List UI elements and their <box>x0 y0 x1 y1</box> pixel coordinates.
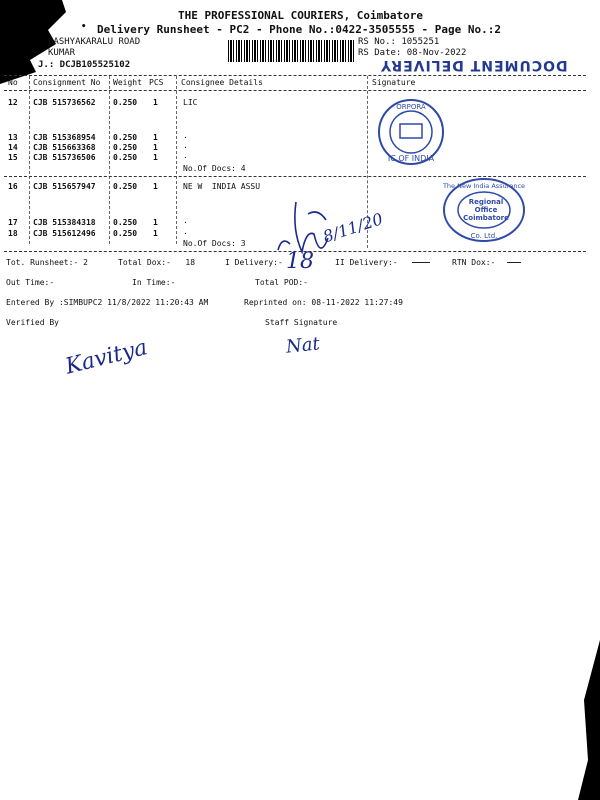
row-weight: 0.250 <box>113 218 138 227</box>
row-consignment: CJB 515368954 <box>33 133 96 142</box>
col-separator <box>29 76 30 244</box>
col-header-consignee: Consignee Details <box>181 78 263 87</box>
row-details: . <box>183 131 188 140</box>
svg-text:Office: Office <box>474 206 498 214</box>
document-delivery-stamp: DOCUMENT DELIVERY <box>380 57 568 73</box>
col-separator <box>176 76 177 244</box>
row-details: . <box>183 227 188 236</box>
row-weight: 0.250 <box>113 133 138 142</box>
group-docs-count: No.Of Docs: 4 <box>183 164 246 173</box>
address-line: BASHYAKARALU ROAD <box>48 37 141 47</box>
row-consignment: CJB 515612496 <box>33 229 96 238</box>
svg-text:Regional: Regional <box>468 198 504 206</box>
row-pcs: 1 <box>153 182 158 191</box>
col-header-consignment: Consignment No <box>33 78 101 87</box>
entered-by: Entered By :SIMBUPC2 11/8/2022 11:20:43 AM <box>6 298 209 307</box>
row-weight: 0.250 <box>113 229 138 238</box>
svg-text:The New India Assurance: The New India Assurance <box>442 182 526 190</box>
lic-stamp <box>376 96 446 168</box>
row-weight: 0.250 <box>113 153 138 162</box>
row-no: 12 <box>8 98 18 107</box>
row-details: NE W INDIA ASSU <box>183 182 261 191</box>
row-weight: 0.250 <box>113 143 138 152</box>
runsheet-title: Delivery Runsheet - PC2 - Phone No.:0422-3505555 - Page No.:2 <box>97 23 501 36</box>
row-pcs: 1 <box>153 98 158 107</box>
company-title: THE PROFESSIONAL COURIERS, Coimbatore <box>178 9 424 22</box>
handwritten-verified-signature: Kavitya <box>62 335 150 380</box>
name-line: KUMAR <box>48 48 76 58</box>
bullet: • <box>81 22 87 32</box>
row-no: 15 <box>8 153 18 162</box>
scan-corner-bottom-right <box>570 640 600 800</box>
handwritten-staff-signature: Nat <box>284 333 321 358</box>
col-header-no: No <box>8 78 18 87</box>
total-runsheet: Tot. Runsheet:- 2 <box>6 258 88 267</box>
row-consignment: CJB 515736562 <box>33 98 96 107</box>
ii-delivery: II Delivery:- <box>335 258 398 267</box>
row-details: LIC <box>183 98 198 107</box>
handwritten-signature-delivery <box>268 190 398 272</box>
col-header-pcs: PCS <box>149 78 164 87</box>
verified-by-label: Verified By <box>6 318 59 327</box>
row-no: 17 <box>8 218 18 227</box>
barcode <box>228 40 354 62</box>
svg-text:18: 18 <box>286 249 314 272</box>
row-no: 16 <box>8 182 18 191</box>
col-separator <box>109 76 110 244</box>
svg-text:Coimbatore: Coimbatore <box>463 214 509 222</box>
row-consignment: CJB 515663368 <box>33 143 96 152</box>
row-consignment: CJB 515736506 <box>33 153 96 162</box>
i-delivery: I Delivery:- <box>225 258 283 267</box>
row-details: . <box>183 151 188 160</box>
rs-number: RS No.: 1055251 <box>358 37 440 47</box>
ii-delivery-dash <box>412 262 430 263</box>
row-pcs: 1 <box>153 218 158 227</box>
row-consignment: CJB 515384318 <box>33 218 96 227</box>
rtn-dash <box>507 262 521 263</box>
svg-text:IC OF INDIA: IC OF INDIA <box>387 154 435 163</box>
svg-text:8/11/20: 8/11/20 <box>320 209 386 247</box>
row-pcs: 1 <box>153 153 158 162</box>
row-weight: 0.250 <box>113 98 138 107</box>
row-no: 14 <box>8 143 18 152</box>
row-pcs: 1 <box>153 133 158 142</box>
rtn-dox: RTN Dox:- <box>452 258 496 267</box>
total-pod: Total POD:- <box>255 278 308 287</box>
col-header-signature: Signature <box>372 78 416 87</box>
group-docs-count: No.Of Docs: 3 <box>183 239 246 248</box>
total-dox: Total Dox:- 18 <box>118 258 196 267</box>
new-india-stamp <box>442 176 526 244</box>
row-no: 13 <box>8 133 18 142</box>
svg-text:Co. Ltd.: Co. Ltd. <box>470 232 498 240</box>
row-weight: 0.250 <box>113 182 138 191</box>
rs-date: RS Date: 08-Nov-2022 <box>358 48 467 58</box>
dc-line: J.: DCJB105525102 <box>38 60 131 70</box>
col-header-weight: Weight <box>113 78 142 87</box>
row-pcs: 1 <box>153 143 158 152</box>
in-time: In Time:- <box>132 278 176 287</box>
divider <box>4 75 586 76</box>
staff-signature-label: Staff Signature <box>265 318 338 327</box>
divider <box>4 90 586 91</box>
svg-text:ORPORA: ORPORA <box>396 103 426 111</box>
reprinted-on: Reprinted on: 08-11-2022 11:27:49 <box>244 298 403 307</box>
row-pcs: 1 <box>153 229 158 238</box>
out-time: Out Time:- <box>6 278 55 287</box>
row-details: . <box>183 216 188 225</box>
row-consignment: CJB 515657947 <box>33 182 96 191</box>
row-details: . <box>183 141 188 150</box>
row-no: 18 <box>8 229 18 238</box>
